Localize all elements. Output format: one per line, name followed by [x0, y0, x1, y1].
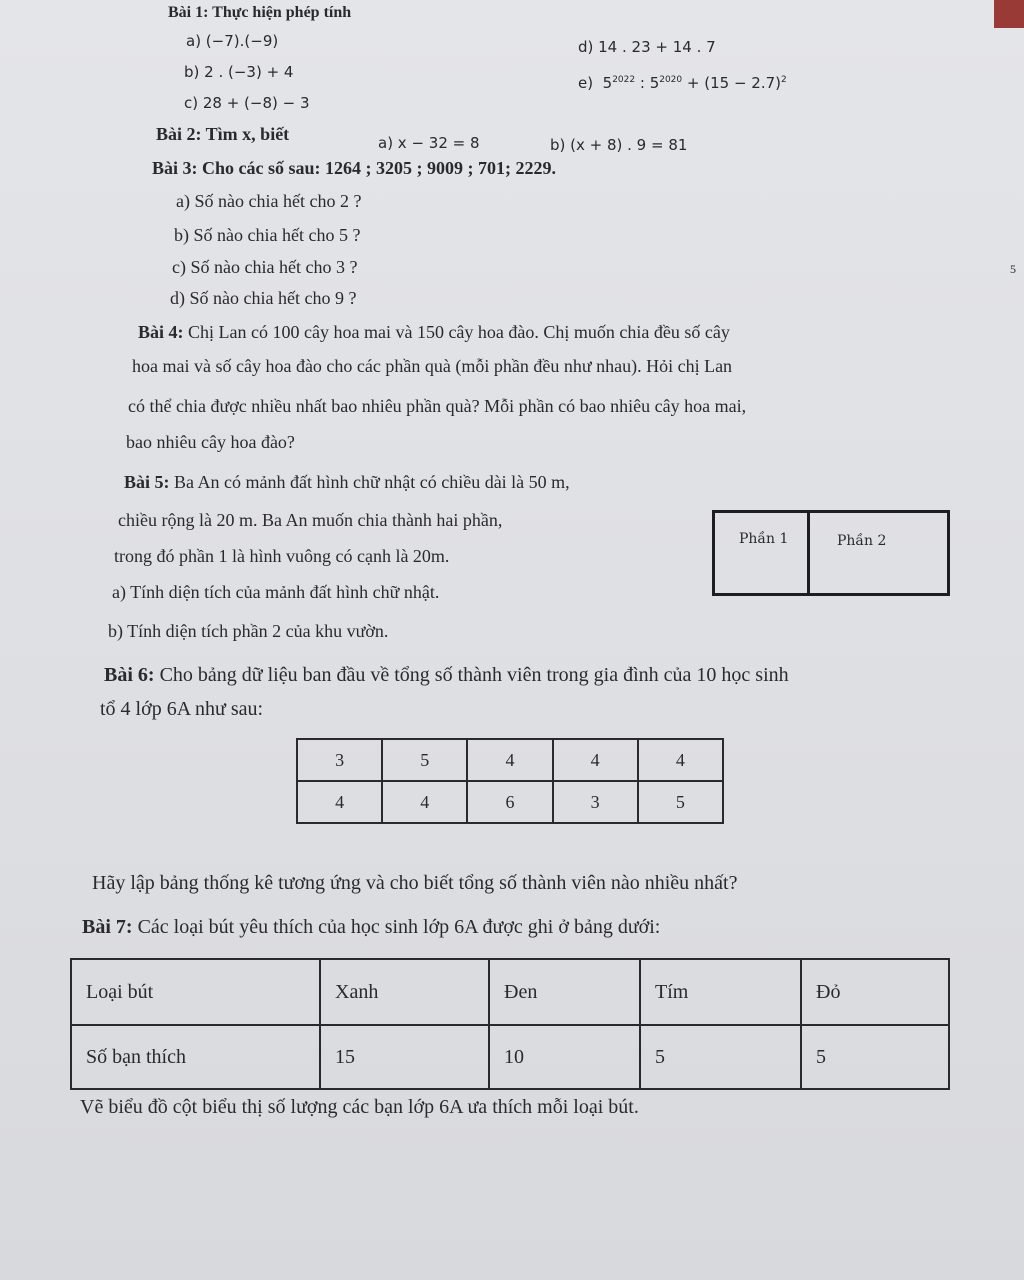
bai4-line4: bao nhiêu cây hoa đào? — [126, 432, 295, 452]
bai5-line3: trong đó phần 1 là hình vuông có cạnh là 20m. — [114, 546, 450, 566]
table-header-cell: Loại bút — [71, 959, 320, 1025]
bai1-b: b) 2 . (−3) + 4 — [184, 63, 294, 81]
page-corner-shadow — [994, 0, 1024, 28]
table-cell: 15 — [320, 1025, 489, 1089]
table-cell: 4 — [467, 739, 552, 781]
bai5-line2: chiều rộng là 20 m. Ba An muốn chia thành hai phần, — [118, 510, 503, 530]
table-cell: 6 — [467, 781, 552, 823]
bai2-a: a) x − 32 = 8 — [378, 134, 480, 152]
margin-mark: 5 — [1010, 262, 1016, 276]
table-header-cell: Xanh — [320, 959, 489, 1025]
bai3-a: a) Số nào chia hết cho 2 ? — [176, 191, 362, 211]
table-cell: 5 — [640, 1025, 801, 1089]
table-cell: 5 — [801, 1025, 949, 1089]
bai5-line1: Bài 5: Ba An có mảnh đất hình chữ nhật có chiều dài là 50 m, — [124, 472, 570, 492]
table-cell: 3 — [553, 781, 638, 823]
table-cell: 4 — [297, 781, 382, 823]
bai2-title: Bài 2: Tìm x, biết — [156, 124, 290, 144]
bai1-e: e) $5^{2022}$ : $5^{2020} + (15 - 2.7)^2$ — [578, 74, 787, 92]
land-diagram — [712, 510, 950, 596]
bai4-line2: hoa mai và số cây hoa đào cho các phần quà (mỗi phần đều như nhau). Hỏi chị Lan — [132, 356, 733, 376]
family-size-table — [296, 738, 724, 824]
table-row — [71, 959, 949, 1025]
table-cell: 10 — [489, 1025, 640, 1089]
bai7-line1: Bài 7: Các loại bút yêu thích của học sinh lớp 6A được ghi ở bảng dưới: — [82, 916, 661, 938]
table-row — [297, 781, 723, 823]
bai2-b: b) (x + 8) . 9 = 81 — [550, 136, 688, 154]
favorite-pen-table — [70, 958, 950, 1090]
table-cell: 4 — [638, 739, 723, 781]
bai3-d: d) Số nào chia hết cho 9 ? — [170, 288, 357, 308]
bai3-c: c) Số nào chia hết cho 3 ? — [172, 257, 358, 277]
bai5-b: b) Tính diện tích phần 2 của khu vườn. — [108, 621, 389, 641]
part2-label: Phần 2 — [837, 533, 887, 549]
table-row — [297, 739, 723, 781]
table-cell: 5 — [638, 781, 723, 823]
table-header-cell: Tím — [640, 959, 801, 1025]
table-cell: 4 — [382, 781, 467, 823]
bai1-c: c) 28 + (−8) − 3 — [184, 94, 310, 112]
bai1-a: a) (−7).(−9) — [186, 32, 279, 50]
bai1-d: d) 14 . 23 + 14 . 7 — [578, 38, 716, 56]
table-cell: 5 — [382, 739, 467, 781]
land-divider — [807, 513, 810, 593]
bai3-title: Bài 3: Cho các số sau: 1264 ; 3205 ; 9009 ; 701; 2229. — [152, 158, 556, 178]
bai3-b: b) Số nào chia hết cho 5 ? — [174, 225, 361, 245]
table-header-cell: Đen — [489, 959, 640, 1025]
bai1-title: Bài 1: Thực hiện phép tính — [168, 4, 352, 21]
bai4-line3: có thể chia được nhiều nhất bao nhiêu phần quà? Mỗi phần có bao nhiêu cây hoa mai, — [128, 396, 747, 416]
table-cell: 3 — [297, 739, 382, 781]
bai5-a: a) Tính diện tích của mảnh đất hình chữ nhật. — [112, 582, 440, 602]
bai6-question: Hãy lập bảng thống kê tương ứng và cho biết tổng số thành viên nào nhiều nhất? — [92, 872, 738, 894]
bai7-task: Vẽ biểu đồ cột biểu thị số lượng các bạn lớp 6A ưa thích mỗi loại bút. — [80, 1096, 639, 1118]
bai6-line1: Bài 6: Cho bảng dữ liệu ban đầu về tổng số thành viên trong gia đình của 10 học sinh — [104, 664, 789, 686]
table-cell: Số bạn thích — [71, 1025, 320, 1089]
table-header-cell: Đỏ — [801, 959, 949, 1025]
part1-label: Phần 1 — [739, 531, 789, 547]
table-cell: 4 — [553, 739, 638, 781]
bai6-line2: tổ 4 lớp 6A như sau: — [100, 698, 264, 720]
table-row — [71, 1025, 949, 1089]
bai4-line1: Bài 4: Chị Lan có 100 cây hoa mai và 150 cây hoa đào. Chị muốn chia đều số cây — [138, 322, 730, 342]
